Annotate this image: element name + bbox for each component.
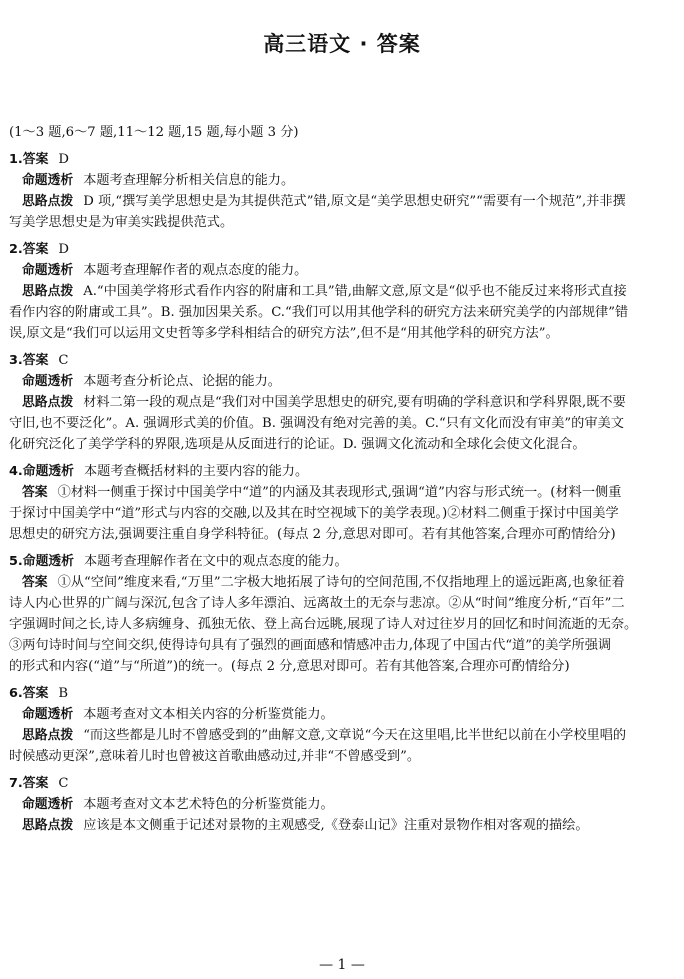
q5-analysis-text: 本题考查理解作者在文中的观点态度的能力。 — [83, 554, 348, 569]
q2-analysis-text: 本题考查理解作者的观点态度的能力。 — [83, 263, 308, 278]
q2-thinking-text: A.“中国美学将形式看作内容的附庸和工具”错,曲解文意,原文是“似乎也不能反过来将形式直接 — [83, 284, 627, 299]
thinking-label: 思路点拨 — [22, 395, 74, 410]
analysis-label: 命题透析 — [22, 374, 74, 389]
q3-answer-row — [9, 350, 673, 371]
q3-thinking-row — [9, 392, 673, 413]
q5-answer-cont: ③两句诗时间与空间交织,使得诗句具有了强烈的画面感和情感冲击力,体现了中国古代“道”的美学所强调 — [9, 638, 612, 653]
q6-answer-value: B — [58, 686, 69, 701]
q3-number: 3. — [9, 353, 23, 368]
q2-thinking-cont: 看作内容的附庸或工具”。B. 强加因果关系。C.“我们可以用其他学科的研究方法来研究美学的内部规律”错 — [9, 305, 629, 320]
q1-number: 1. — [9, 152, 23, 167]
q1-thinking-row — [9, 191, 673, 212]
analysis-label: 命题透析 — [22, 173, 74, 188]
answer-label: 答案 — [22, 152, 49, 167]
q4-analysis-text: 本题考查概括材料的主要内容的能力。 — [83, 464, 309, 479]
q4-answer-row — [9, 482, 673, 503]
q5-answer-text: ①从“空间”维度来看,“万里”二字极大地拓展了诗句的空间范围,不仅指地理上的遥远距离,也象征着 — [57, 575, 625, 590]
q7-analysis-text: 本题考查对文本艺术特色的分析鉴赏能力。 — [83, 797, 334, 812]
analysis-label: 命题透析 — [22, 707, 74, 722]
q2-answer-row — [9, 239, 673, 260]
q1-analysis-row — [9, 170, 673, 191]
thinking-label: 思路点拨 — [22, 194, 74, 209]
q7-thinking-row — [9, 815, 673, 836]
q7-answer-value: C — [58, 776, 69, 791]
answer-label: 答案 — [22, 575, 48, 590]
answer-label: 答案 — [22, 485, 48, 500]
q7-answer-row — [9, 773, 673, 794]
q2-thinking-row — [9, 281, 673, 302]
q4-answer-cont: 思想史的研究方法,强调要注重自身学科特征。(每点 2 分,意思对即可。若有其他答案,合理亦可酌情给分) — [9, 527, 616, 542]
page-title: 高三语文 · 答案 — [263, 32, 421, 56]
q4-answer-text: ①材料一侧重于探讨中国美学中“道”的内涵及其表现形式,强调“道”内容与形式统一。(材料一侧重 — [57, 485, 622, 500]
thinking-label: 思路点拨 — [22, 818, 74, 833]
q1-thinking-text: D 项,“撰写美学思想史是为其提供范式”错,原文是“美学思想史研究”“需要有一个规范”,并非撰 — [83, 194, 626, 209]
thinking-label: 思路点拨 — [22, 728, 74, 743]
answer-label: 答案 — [22, 686, 49, 701]
q2-answer-value: D — [58, 242, 69, 257]
q6-analysis-row — [9, 704, 673, 725]
answer-label: 答案 — [22, 353, 49, 368]
q6-number: 6. — [9, 686, 23, 701]
q7-analysis-row — [9, 794, 673, 815]
q2-number: 2. — [9, 242, 23, 257]
header-note: (1～3 题,6～7 题,11～12 题,15 题,每小题 3 分) — [9, 125, 299, 140]
q1-analysis-text: 本题考查理解分析相关信息的能力。 — [83, 173, 295, 188]
q3-thinking-cont: 守旧,也不要泛化”。A. 强调形式美的价值。B. 强调没有绝对完善的美。C.“只有文化而没有审美”的审美文 — [9, 416, 624, 431]
q6-analysis-text: 本题考查对文本相关内容的分析鉴赏能力。 — [83, 707, 334, 722]
answer-label: 答案 — [22, 776, 49, 791]
q6-thinking-text: “而这些都是儿时不曾感受到的”曲解文意,文章说“今天在这里唱,比半世纪以前在小学校里唱的 — [83, 728, 627, 743]
q6-thinking-cont: 时候感动更深”,意味着儿时也曾被这首歌曲感动过,并非“不曾感受到”。 — [9, 749, 421, 764]
q1-answer-value: D — [58, 152, 69, 167]
q5-answer-row — [9, 572, 673, 593]
q2-analysis-row — [9, 260, 673, 281]
q3-analysis-text: 本题考查分析论点、论据的能力。 — [83, 374, 281, 389]
q5-answer-cont: 诗人内心世界的广阔与深沉,包含了诗人多年漂泊、远离故土的无奈与悲凉。②从“时间”维度分析,“百年”二 — [9, 596, 625, 611]
q5-analysis-row — [9, 551, 673, 572]
q3-answer-value: C — [58, 353, 69, 368]
q4-number: 4. — [9, 464, 23, 479]
q2-thinking-cont: 误,原文是“我们可以运用文史哲等多学科相结合的研究方法”,但不是“用其他学科的研究方法”。 — [9, 326, 559, 341]
q1-thinking-cont: 写美学思想史是为审美实践提供范式。 — [9, 215, 234, 230]
q3-thinking-cont: 化研究泛化了美学学科的界限,选项是从反面进行的论证。D. 强调文化流动和全球化会使文化混合。 — [9, 437, 586, 452]
answer-label: 答案 — [22, 242, 49, 257]
q5-answer-cont: 字强调时间之长,诗人多病缠身、孤独无依、登上高台远眺,展现了诗人对过往岁月的回忆和时间流逝的无奈。 — [9, 617, 638, 632]
analysis-label: 命题透析 — [22, 464, 74, 479]
analysis-label: 命题透析 — [22, 263, 74, 278]
q7-number: 7. — [9, 776, 23, 791]
q5-answer-cont: 的形式和内容(“道”与“所道”)的统一。(每点 2 分,意思对即可。若有其他答案,合理亦可酌情给分) — [9, 659, 570, 674]
q3-thinking-text: 材料二第一段的观点是“我们对中国美学思想史的研究,要有明确的学科意识和学科界限,既不要 — [83, 395, 626, 410]
q6-answer-row — [9, 683, 673, 704]
analysis-label: 命题透析 — [22, 797, 74, 812]
thinking-label: 思路点拨 — [22, 284, 74, 299]
q6-thinking-row — [9, 725, 673, 746]
answer-content — [9, 122, 673, 836]
q4-answer-cont: 于探讨中国美学中“道”形式与内容的交融,以及其在时空视域下的美学表现。)②材料二侧重于探讨中国美学 — [9, 506, 619, 521]
page-number: — 1 — — [319, 957, 365, 973]
analysis-label: 命题透析 — [22, 554, 74, 569]
q4-analysis-row — [9, 461, 673, 482]
q3-analysis-row — [9, 371, 673, 392]
q1-answer-row — [9, 149, 673, 170]
q7-thinking-text: 应该是本文侧重于记述对景物的主观感受,《登泰山记》注重对景物作相对客观的描绘。 — [83, 818, 589, 833]
q5-number: 5. — [9, 554, 23, 569]
